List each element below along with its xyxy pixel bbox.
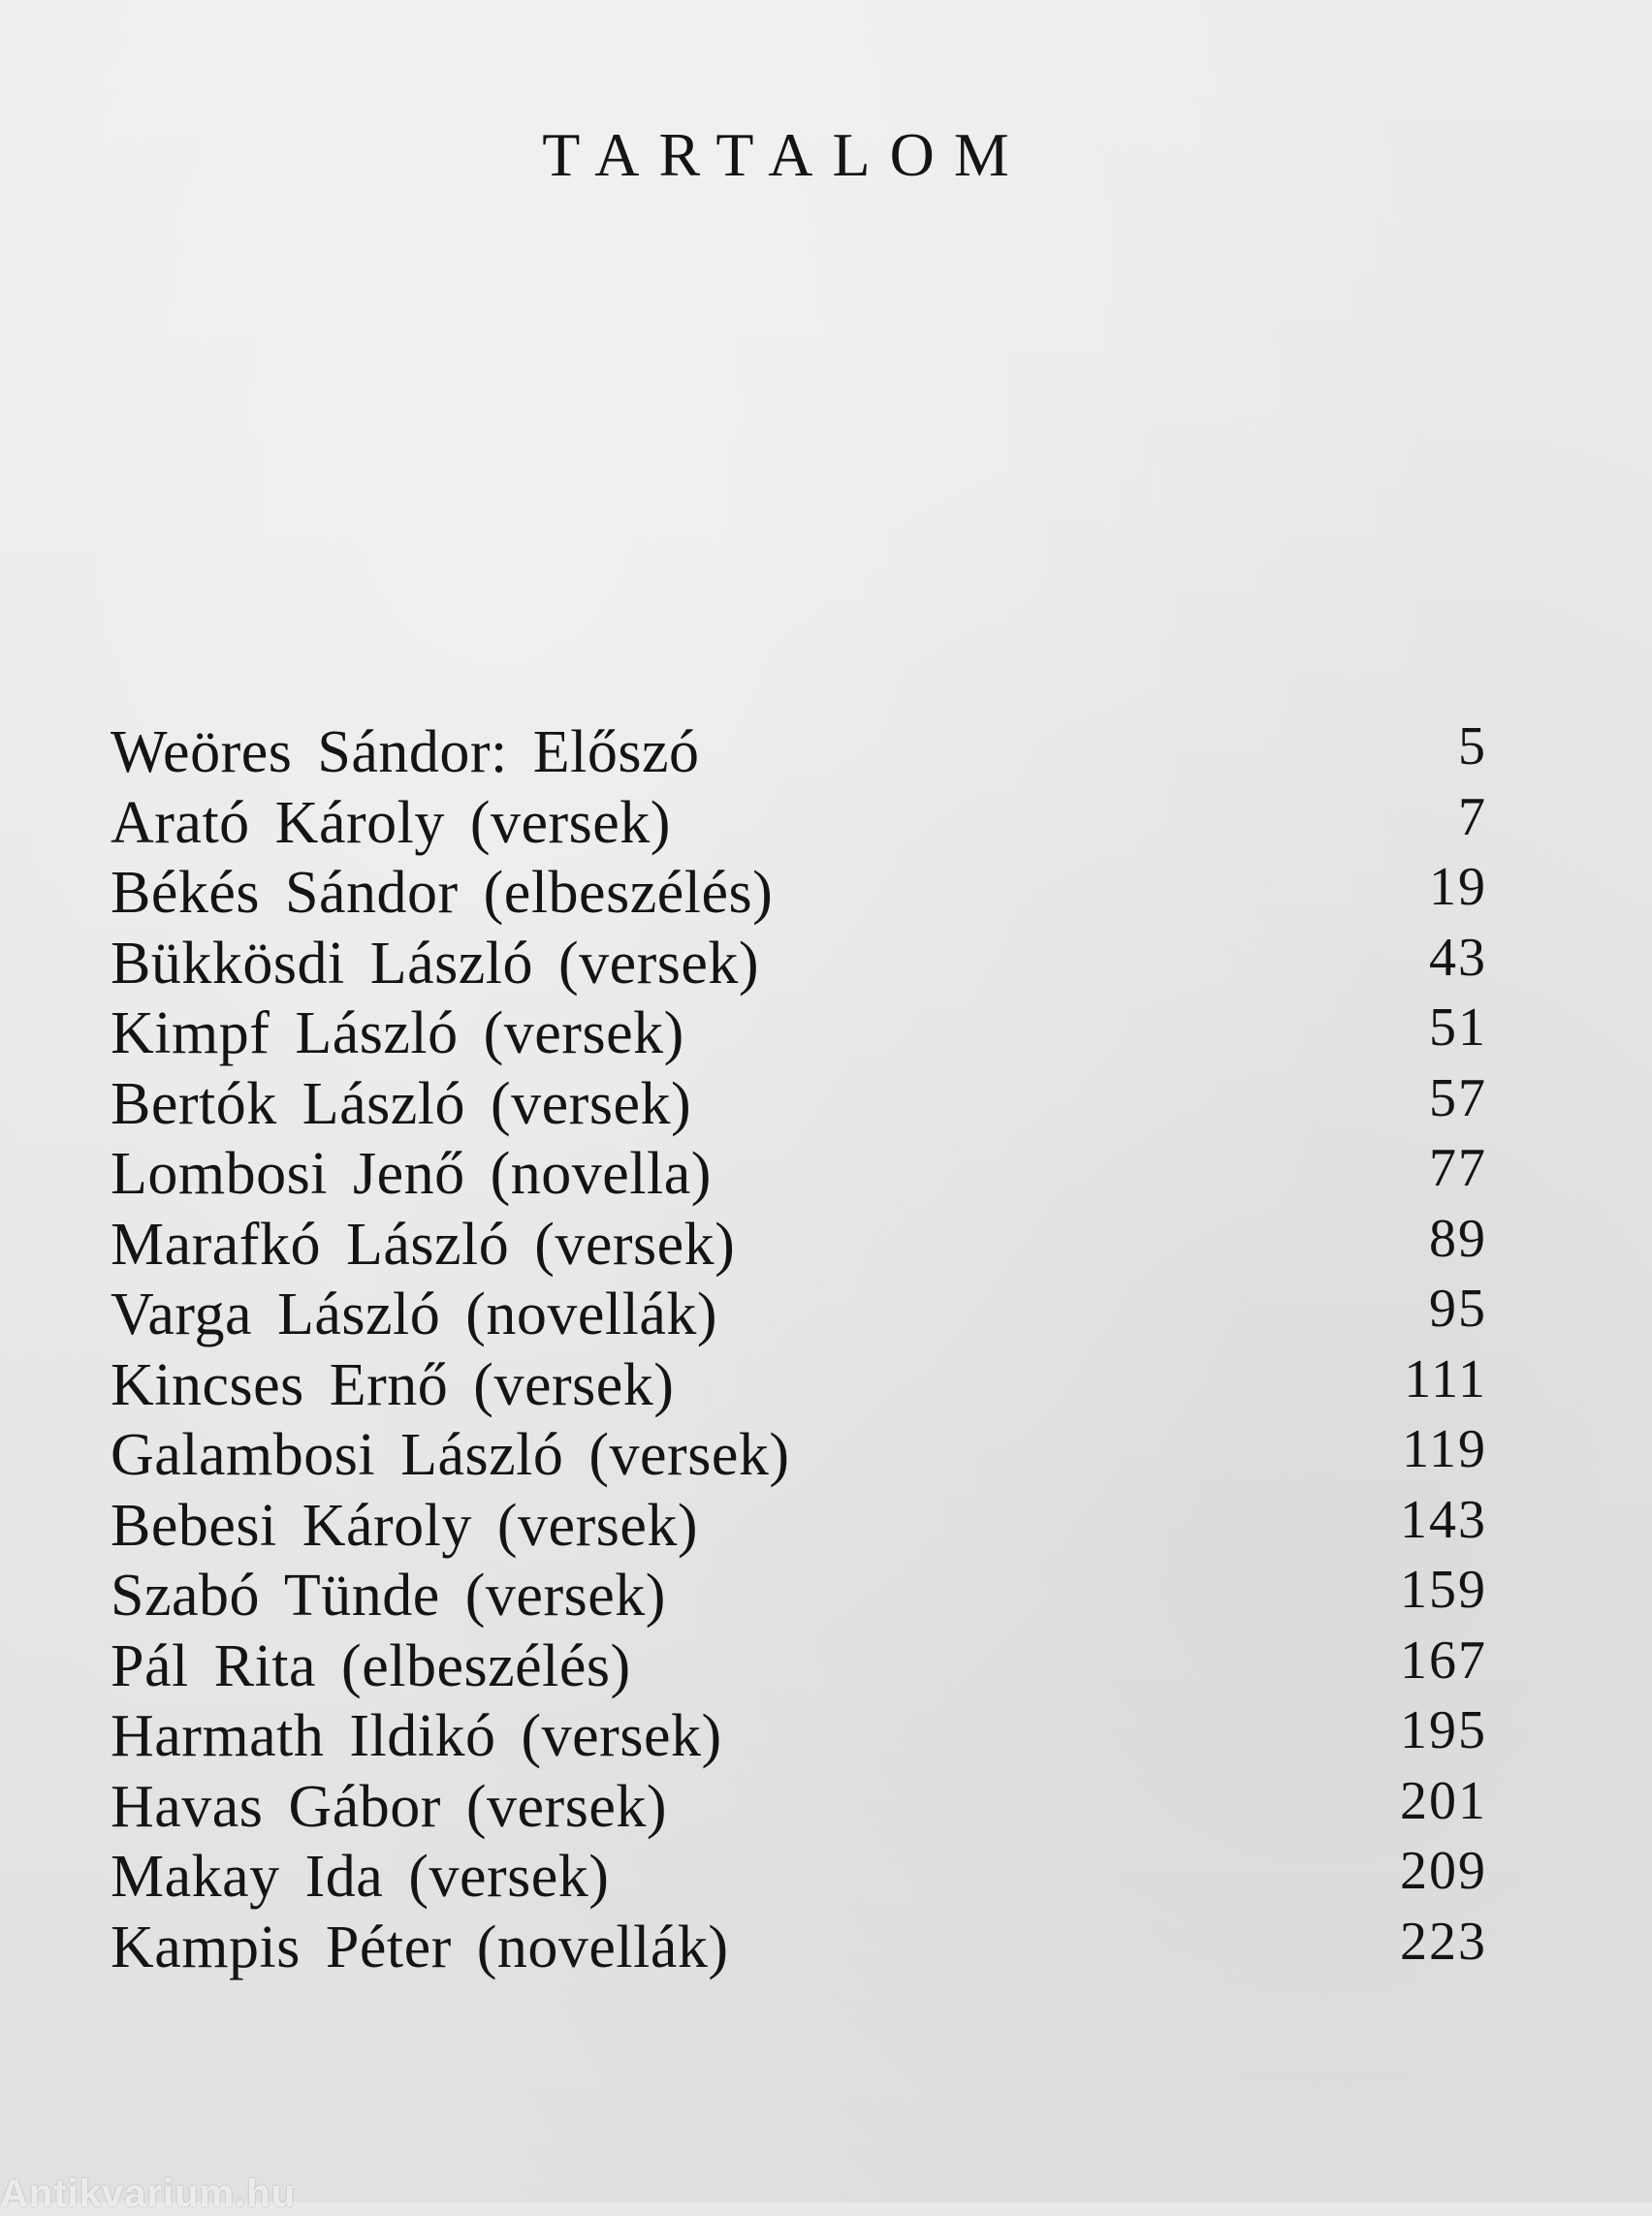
toc-page-number: 7 — [1458, 786, 1487, 847]
toc-entry-text: Bükkösdi László (versek) — [111, 930, 760, 997]
toc-entry-text: Makay Ida (versek) — [111, 1844, 610, 1910]
toc-page-number: 19 — [1429, 857, 1487, 917]
toc-entry-text: Marafkó László (versek) — [111, 1211, 736, 1278]
toc-entry — [111, 1842, 1487, 1913]
toc-entry — [111, 1561, 1487, 1631]
toc-entry — [111, 1491, 1487, 1562]
toc-page-number: 167 — [1400, 1630, 1487, 1691]
toc-page-number: 77 — [1429, 1138, 1487, 1198]
toc-page-number: 43 — [1429, 927, 1487, 988]
toc-page-number: 209 — [1400, 1841, 1487, 1901]
toc-page-number: 111 — [1404, 1348, 1487, 1409]
toc-entry-text: Lombosi Jenő (novella) — [111, 1141, 712, 1207]
toc-entry — [111, 1420, 1487, 1491]
toc-page-number: 89 — [1429, 1208, 1487, 1269]
toc-entry — [111, 788, 1487, 859]
toc-entry-text: Havas Gábor (versek) — [111, 1773, 667, 1840]
toc-entry-text: Galambosi László (versek) — [111, 1422, 790, 1488]
toc-page-number: 159 — [1400, 1560, 1487, 1620]
toc-entry — [111, 1631, 1487, 1702]
toc-entry — [111, 1139, 1487, 1210]
toc-page-number: 143 — [1400, 1489, 1487, 1550]
page-title: TARTALOM — [542, 120, 1029, 189]
toc-entry-text: Varga László (novellák) — [111, 1282, 718, 1347]
toc-page-number: 5 — [1458, 716, 1487, 776]
toc-entry-text: Kampis Péter (novellák) — [111, 1914, 729, 1980]
toc-page-number: 119 — [1402, 1419, 1487, 1479]
toc-entry — [111, 1280, 1487, 1350]
toc-page-number: 223 — [1400, 1911, 1487, 1972]
toc-page-number: 51 — [1429, 997, 1487, 1058]
toc-entry — [111, 1350, 1487, 1421]
toc-entry — [111, 929, 1487, 999]
toc-entry-text: Harmath Ildikó (versek) — [111, 1703, 722, 1769]
table-of-contents — [111, 717, 1487, 1982]
toc-entry-text: Kimpf László (versek) — [111, 1000, 684, 1066]
toc-entry — [111, 1701, 1487, 1772]
toc-entry — [111, 998, 1487, 1069]
watermark: Antikvarium.hu — [0, 2172, 297, 2215]
toc-entry — [111, 1772, 1487, 1843]
toc-entry-text: Pál Rita (elbeszélés) — [111, 1632, 631, 1699]
toc-entry-text: Bebesi Károly (versek) — [111, 1492, 699, 1559]
toc-page-number: 95 — [1429, 1279, 1487, 1339]
toc-entry-text: Békés Sándor (elbeszélés) — [111, 860, 774, 926]
toc-entry — [111, 1210, 1487, 1281]
toc-page-number: 57 — [1429, 1067, 1487, 1128]
toc-entry-text: Bertók László (versek) — [111, 1070, 692, 1137]
toc-entry — [111, 858, 1487, 929]
toc-entry — [111, 1069, 1487, 1140]
toc-entry — [111, 717, 1487, 788]
toc-entry — [111, 1913, 1487, 1983]
toc-entry-text: Arató Károly (versek) — [111, 789, 671, 856]
toc-entry-text: Weöres Sándor: Előszó — [111, 719, 700, 785]
toc-entry-text: Kincses Ernő (versek) — [111, 1351, 675, 1418]
toc-page-number: 195 — [1400, 1700, 1487, 1760]
toc-page-number: 201 — [1400, 1770, 1487, 1831]
toc-entry-text: Szabó Tünde (versek) — [111, 1563, 666, 1629]
